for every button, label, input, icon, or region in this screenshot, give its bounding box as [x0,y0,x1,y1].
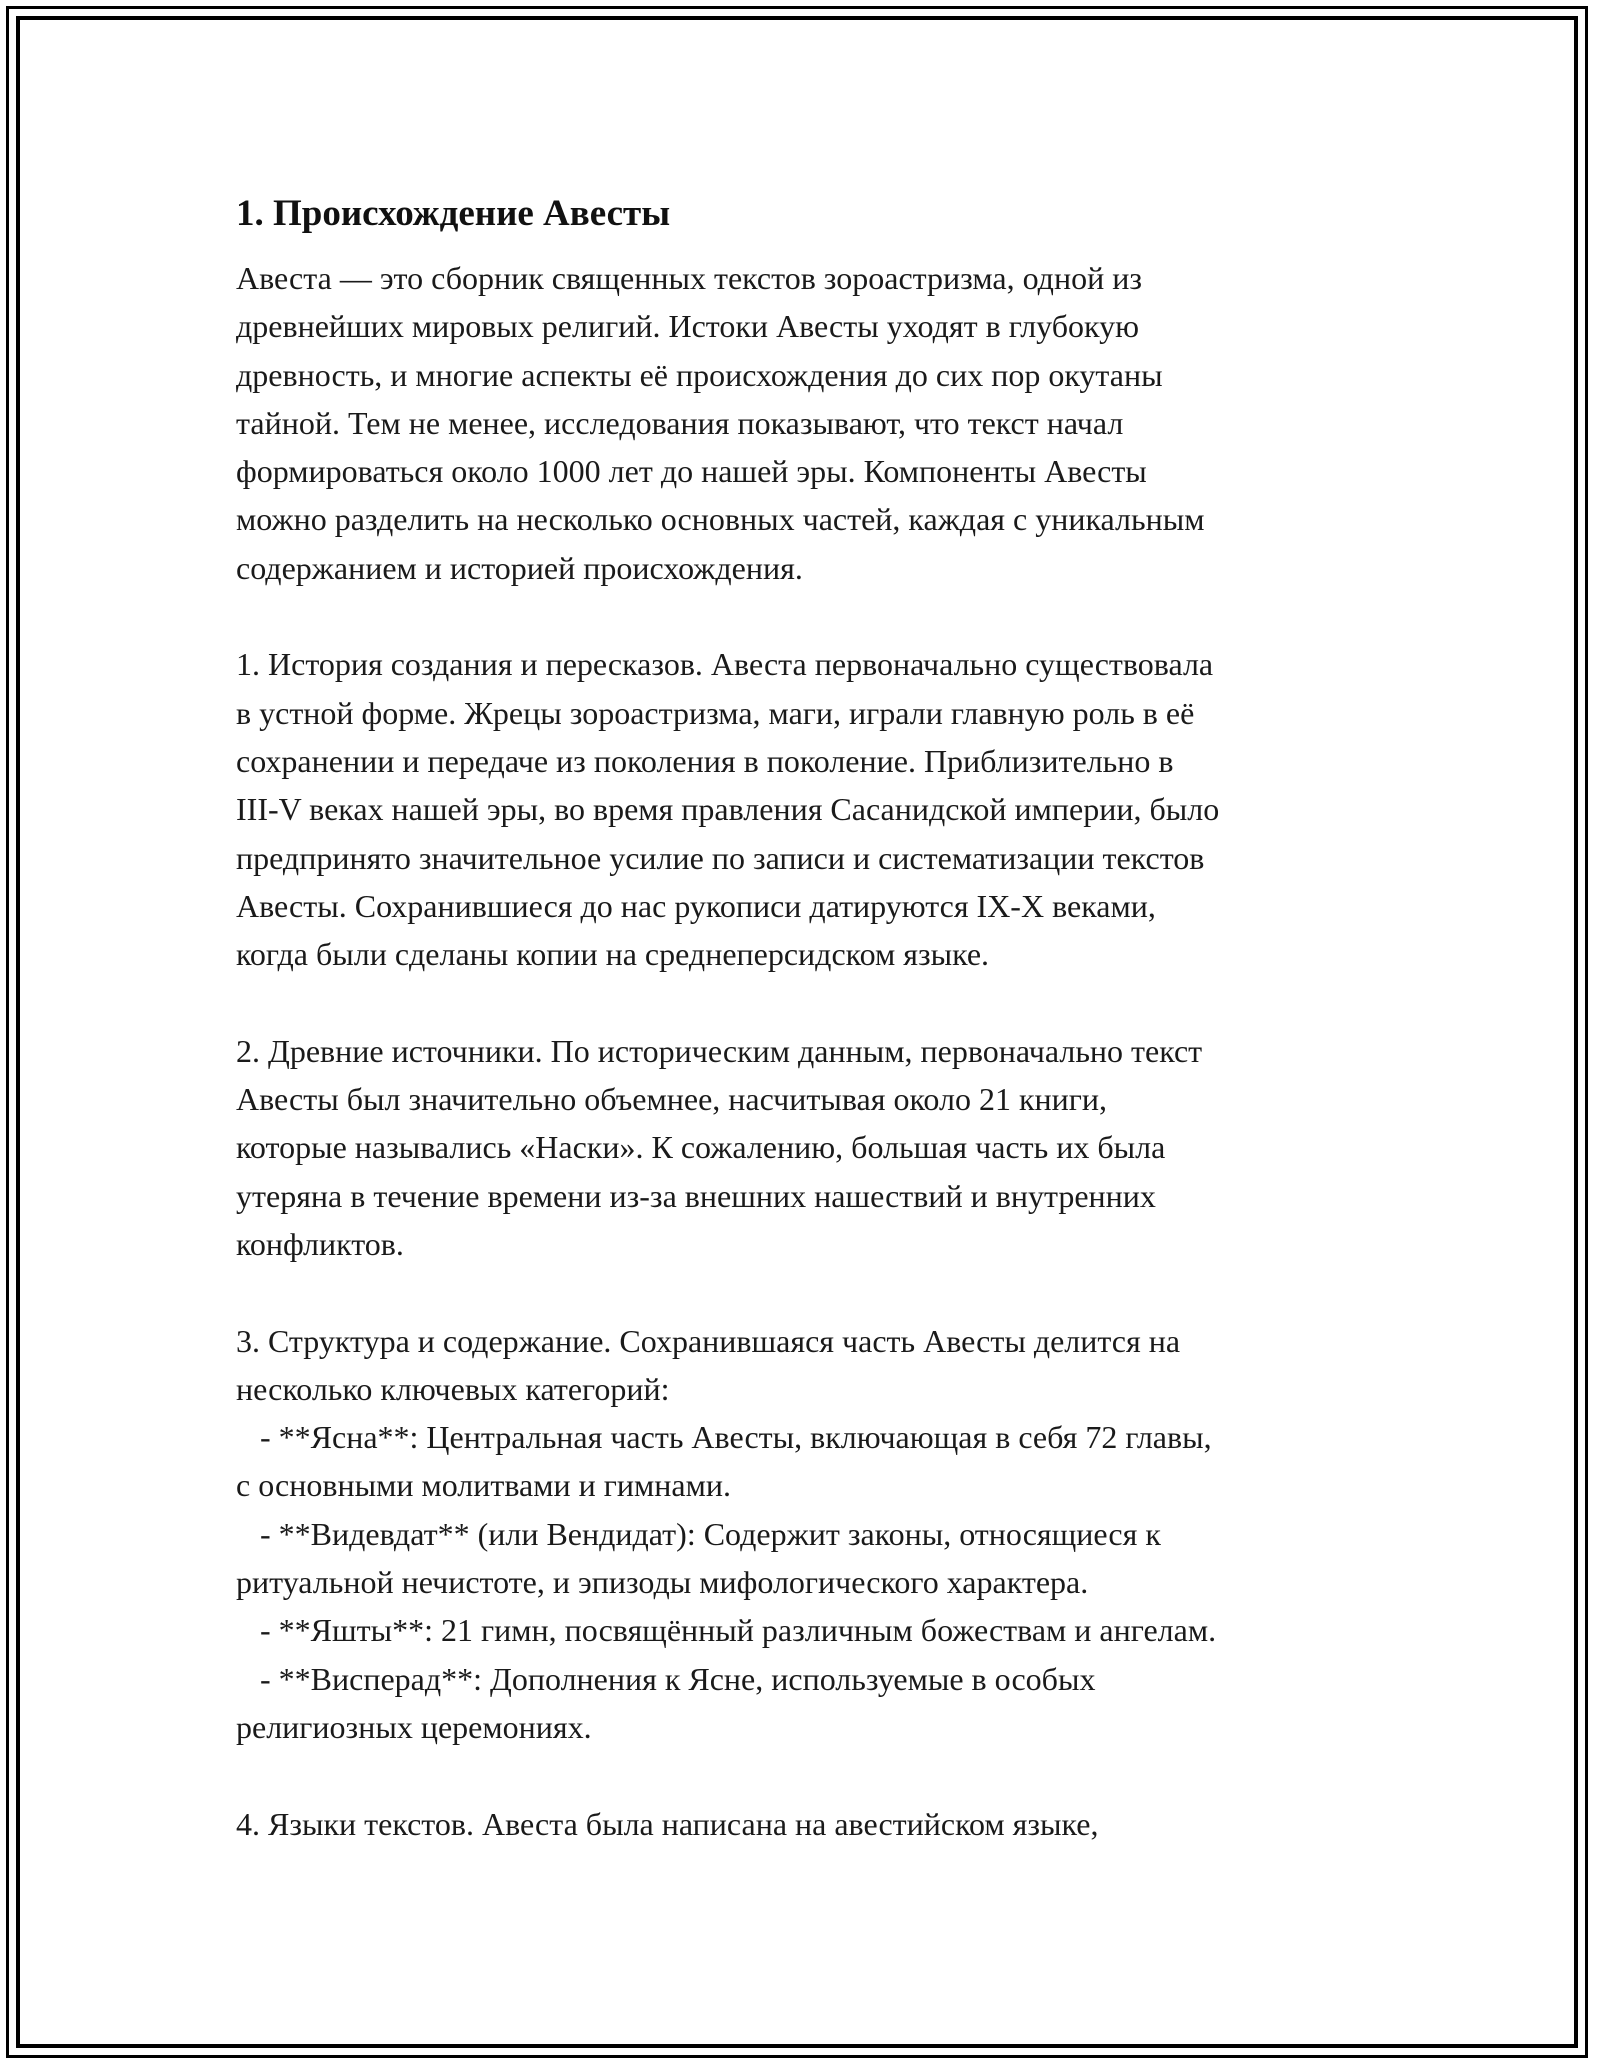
text-line: тайной. Тем не менее, исследования показывают, что текст начал [236,404,1124,441]
text-line: несколько ключевых категорий: [236,1370,670,1407]
text-line: утеряна в течение времени из-за внешних нашествий и внутренних [236,1177,1156,1214]
text-line: 2. Древние источники. По историческим данным, первоначально текст [236,1032,1203,1069]
text-line: Авесты был значительно объемнее, насчитывая около 21 книги, [236,1081,1107,1118]
blank-line [236,592,1386,640]
text-line: 1. История создания и пересказов. Авеста первоначально существовала [236,646,1214,683]
text-line: Авесты. Сохранившиеся до нас рукописи датируются IX-X веками, [236,887,1156,924]
text-line: 3. Структура и содержание. Сохранившаяся часть Авесты делится на [236,1322,1181,1359]
text-line: - **Яшты**: 21 гимн, посвящённый различным божествам и ангелам. [236,1612,1217,1649]
text-line: древнейших мировых религий. Истоки Авесты уходят в глубокую [236,308,1140,345]
text-line: формироваться около 1000 лет до нашей эры. Компоненты Авесты [236,453,1147,490]
section-heading: 1. Происхождение Авесты [236,193,671,234]
text-line: в устной форме. Жрецы зороастризма, маги, играли главную роль в её [236,694,1195,731]
text-line: 4. Языки текстов. Авеста была написана на авестийском языке, [236,1805,1099,1842]
text-line: сохранении и передаче из поколения в поколение. Приблизительно в [236,742,1174,779]
text-line: - **Ясна**: Центральная часть Авесты, включающая в себя 72 главы, [236,1419,1212,1456]
text-line: древность, и многие аспекты её происхождения до сих пор окутаны [236,356,1163,393]
text-line: содержанием и историей происхождения. [236,549,803,586]
text-line: религиозных церемониях. [236,1708,592,1745]
text-line: конфликтов. [236,1225,404,1262]
blank-line [236,1751,1386,1799]
text-line: III-V веках нашей эры, во время правления Сасанидской империи, было [236,791,1220,828]
text-line: можно разделить на несколько основных частей, каждая с уникальным [236,501,1205,538]
text-line: Авеста — это сборник священных текстов зороастризма, одной из [236,260,1142,296]
text-line: - **Висперад**: Дополнения к Ясне, используемые в особых [236,1660,1096,1697]
blank-line [236,1268,1386,1316]
text-line: ритуальной нечистоте, и эпизоды мифологического характера. [236,1564,1089,1601]
text-line: - **Видевдат** (или Вендидат): Содержит законы, относящиеся к [236,1515,1161,1552]
blank-line [236,978,1386,1026]
text-line: которые назывались «Наски». К сожалению, большая часть их была [236,1129,1166,1166]
document-body [236,188,1386,1848]
text-line: когда были сделаны копии на среднеперсидском языке. [236,936,990,973]
text-line: предпринято значительное усилие по записи и систематизации текстов [236,839,1205,876]
document-text [236,254,1386,1848]
text-line: с основными молитвами и гимнами. [236,1467,731,1504]
